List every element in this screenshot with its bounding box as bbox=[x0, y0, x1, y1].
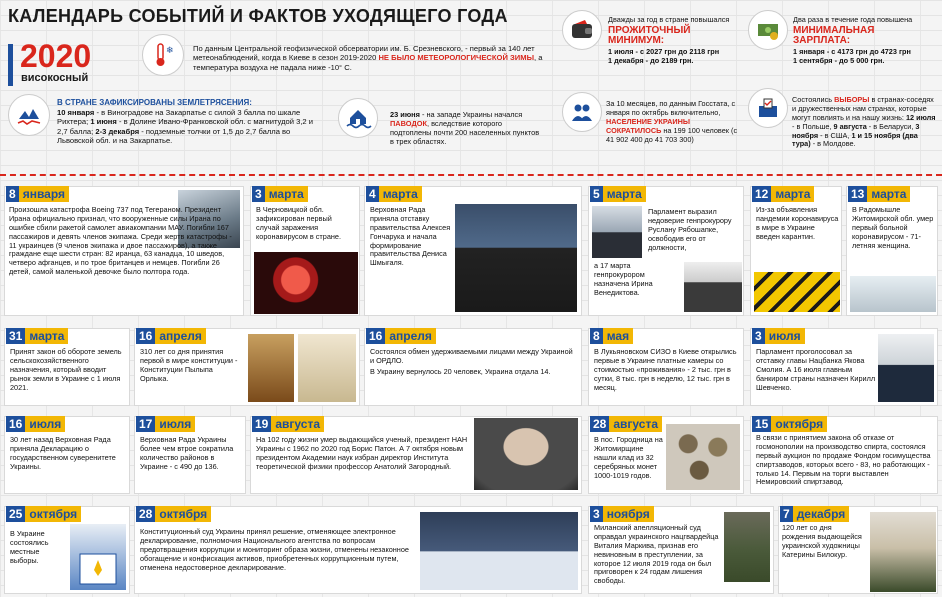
shevchenko-photo bbox=[878, 334, 934, 402]
event-date-label: 3 ноября bbox=[588, 506, 660, 522]
event-date-label: 19 августа bbox=[250, 416, 330, 432]
wallet-icon bbox=[562, 10, 602, 50]
event-text: Парламент проголосовал за отставку главы Нацбанка Якова Смолия. А 16 июля главным банкиром страны назначен Кирилл Шевченко. bbox=[756, 347, 876, 392]
event-date-label: 3 марта bbox=[250, 186, 314, 202]
flood-house-icon bbox=[338, 98, 378, 138]
event-text: В Украину вернулось 20 человек, Украина отдала 14. bbox=[370, 367, 551, 376]
event-text: Верховная Рада приняла отставку правительства Алексея Гончарука и начала формирование правительства Дениса Шмыгаля. bbox=[370, 205, 451, 268]
event-text: В Украине состоялись местные выборы. bbox=[10, 529, 49, 565]
event-text: Произошла катастрофа Boeing 737 под Тегераном. Президент Ирана официально признал, что вооруженные силы Ирана по ошибке сбили ракетой самолет авиакомпании МАУ. Погибли 167 пассажиров и девять членов экипажа. Среди жертв катастрофы - 11 украинцев (9 членов экипажа и двое пассажиров), а также граждане еще шести стран: 82 иранца, 63 канадца, 10 шведов, четверо афганцев, и по трое британцев и немцев. Погибли 26 детей, самой маленькой девочке было полтора года. bbox=[9, 205, 232, 277]
event-date-label: 28 августа bbox=[588, 416, 668, 432]
paton-photo bbox=[474, 418, 578, 490]
event-date-label: 8 января bbox=[4, 186, 75, 202]
ballot-box-icon bbox=[748, 88, 788, 128]
event-text: 310 лет со дня принятия первой в мире конституции - Конституции Пылыпа Орлыка. bbox=[140, 347, 238, 383]
salary-fact: Два раза в течение года повышена МИНИМАЛЬНАЯ ЗАРПЛАТА: 1 января - с 4173 грн до 4723 грн 1 сентября - до 5 000 грн. bbox=[793, 15, 913, 65]
coins-photo bbox=[666, 424, 740, 490]
event-date-label: 15 октября bbox=[750, 416, 833, 432]
shmyhal-photo bbox=[455, 204, 577, 312]
event-date-label: 16 апреля bbox=[364, 328, 442, 344]
event-date-label: 28 октября bbox=[134, 506, 217, 522]
earthquake-fact: В СТРАНЕ ЗАФИКСИРОВАНЫ ЗЕМЛЕТРЯСЕНИЯ: 10 января - в Виноградове на Закарпатье с силой 3 балла по шкале Рихтера; 1 июня - в Долине Ивано-Франковской обл. с магнитудой 3,2 и 2,7 балла; 2-3 декабря - подземные толчки от 1,5 до 2,7 балла во Львовской обл. и на Закарпатье. bbox=[57, 98, 314, 146]
event-text: 30 лет назад Верховная Рада приняла Декларацию о государственном суверенитете Украины. bbox=[10, 435, 116, 471]
event-text: Из-за объявления пандемии коронавируса в мире в Украине введен карантин. bbox=[756, 205, 839, 241]
orlyk-portrait bbox=[248, 334, 294, 402]
event-text: Парламент выразил недоверие генпрокурору Руслану Рябошапке, освободив его от должности, bbox=[648, 207, 732, 252]
event-date-label: 4 марта bbox=[364, 186, 428, 202]
event-text: В Радомышле Житомирской обл. умер первый больной коронавирусом - 71-летняя женщина. bbox=[852, 205, 934, 250]
event-date-label: 31 марта bbox=[4, 328, 74, 344]
event-text: 120 лет со дня рождения выдающейся украинской художницы Катерины Билокур. bbox=[782, 523, 862, 559]
venediktova-photo bbox=[684, 262, 742, 312]
svg-text:❄: ❄ bbox=[166, 46, 174, 56]
constitution-document bbox=[298, 334, 356, 402]
hospital-photo bbox=[850, 276, 936, 312]
event-text: Принят закон об обороте земель сельскохозяйственного назначения, который вводит рынок земли в Украине с 1 июля 2021. bbox=[10, 347, 122, 392]
event-date-label: 5 марта bbox=[588, 186, 652, 202]
thermometer-icon bbox=[142, 34, 184, 76]
event-date-label: 16 июля bbox=[4, 416, 71, 432]
minimum-fact: Дважды за год в стране повышался ПРОЖИТОЧНЫЙ МИНИМУМ: 1 июля - с 2027 грн до 2118 грн 1 декабря - до 2189 грн. bbox=[608, 15, 730, 65]
event-date-label: 17 июля bbox=[134, 416, 201, 432]
event-text: В Лукьяновском СИЗО в Киеве открылись первые в Украине платные камеры со стоимостью «проживания» - 2 тыс. грн в сутки, 8 тыс. грн в неделю, 12 тыс. грн в месяц. bbox=[594, 347, 737, 392]
event-date-label: 25 октября bbox=[4, 506, 87, 522]
flood-fact: 23 июня - на западе Украины начался ПАВОДОК, вследствие которого подтоплены почти 200 населенных пунктов в трех областях. bbox=[390, 110, 540, 147]
event-text: Конституционный суд Украины принял решение, отменяющее электронное декларирование, полномочия Национального агентства по вопросам предотвращения коррупции и мониторинг образа жизни, отменены незаконное обогащение и конфискация активов, приобретенных коррупционным путем, отменена недостоверное декларирование. bbox=[140, 527, 409, 572]
event-date-label: 8 мая bbox=[588, 328, 639, 344]
event-text: В Черновицкой обл. зафиксирован первый случай заражения коронавирусом в стране. bbox=[256, 205, 341, 241]
ryaboshapka-photo bbox=[592, 206, 642, 258]
bilokur-portrait bbox=[870, 512, 936, 592]
event-text: На 102 году жизни умер выдающийся ученый, президент НАН Украины с 1962 по 2020 год Борис Патон. А 7 октября новым президентом Академии наук избран директор Института теоретической физики профессор Анатолий Загородный. bbox=[256, 435, 468, 471]
elections-fact: Состоялись ВЫБОРЫ в странах-соседях и дружественных нам странах, которые могут повлиять и на нашу жизнь: 12 июля - в Польше, 9 августа - в Беларуси, 3 ноября - в США, 1 и 15 ноября (два тура) - в Молдове. bbox=[792, 95, 936, 149]
event-text: В связи с принятием закона об отказе от госмонополии на производство спирта, состоялся первый аукцион по продаже Фондом госимущества спиртзаводов, которых всего - 83, но работающих - только 14. Первым на торги выставлен Немировский спиртзавод. bbox=[756, 433, 931, 487]
event-date-label: 16 апреля bbox=[134, 328, 212, 344]
event-text: В пос. Городница на Житомирщине нашли клад из 32 серебряных монет 1000-1019 годов. bbox=[594, 435, 663, 480]
money-icon bbox=[748, 10, 788, 50]
year-label: високосный bbox=[21, 72, 89, 84]
event-date-label: 13 марта bbox=[846, 186, 916, 202]
event-text: Состоялся обмен удерживаемыми лицами между Украиной и ОРДЛО. bbox=[370, 347, 573, 365]
quarantine-tape-photo bbox=[754, 272, 840, 312]
virus-photo bbox=[254, 252, 358, 314]
event-date-label: 7 декабря bbox=[778, 506, 855, 522]
ballot-box-photo bbox=[70, 524, 126, 590]
year-number: 2020 bbox=[20, 38, 92, 74]
divider bbox=[0, 174, 942, 176]
markiv-photo bbox=[724, 512, 770, 582]
weather-fact: По данным Центральной геофизической обсерватории им. Б. Срезневского, - первый за 140 лет метеонаблюдений, когда в Киеве в сезон 2019-2020 НЕ БЫЛО МЕТЕОРОЛОГИЧЕСКОЙ ЗИМЫ, а температура воздуха не падала ниже -10° С. bbox=[193, 44, 543, 72]
event-date-label: 3 июля bbox=[750, 328, 811, 344]
page-title: КАЛЕНДАРЬ СОБЫТИЙ И ФАКТОВ УХОДЯЩЕГО ГОДА bbox=[8, 6, 508, 26]
event-text: Верховная Рада Украины более чем втрое сократила количество районов в Украине - с 490 до 136. bbox=[140, 435, 234, 471]
earthquake-icon bbox=[8, 94, 50, 136]
event-text: Миланский апелляционный суд оправдал украинского нацгвардейца Виталия Маркива, признав его невиновным в преступлении, за которое 12 июля 2019 года он был приговорен к 24 годам лишения свободы. bbox=[594, 523, 719, 586]
people-icon bbox=[562, 92, 602, 132]
event-text: а 17 марта генпрокурором назначена Ирина Венедиктова. bbox=[594, 261, 653, 297]
event-date-label: 12 марта bbox=[750, 186, 820, 202]
declaration-registry-photo bbox=[420, 512, 578, 590]
population-fact: За 10 месяцев, по данным Госстата, с января по октябрь включительно, НАСЕЛЕНИЕ УКРАИНЫ СОКРАТИЛОСЬ на 199 100 человек (с 41 902 400 до 41 703 300) bbox=[606, 99, 738, 144]
year-block bbox=[8, 40, 120, 88]
